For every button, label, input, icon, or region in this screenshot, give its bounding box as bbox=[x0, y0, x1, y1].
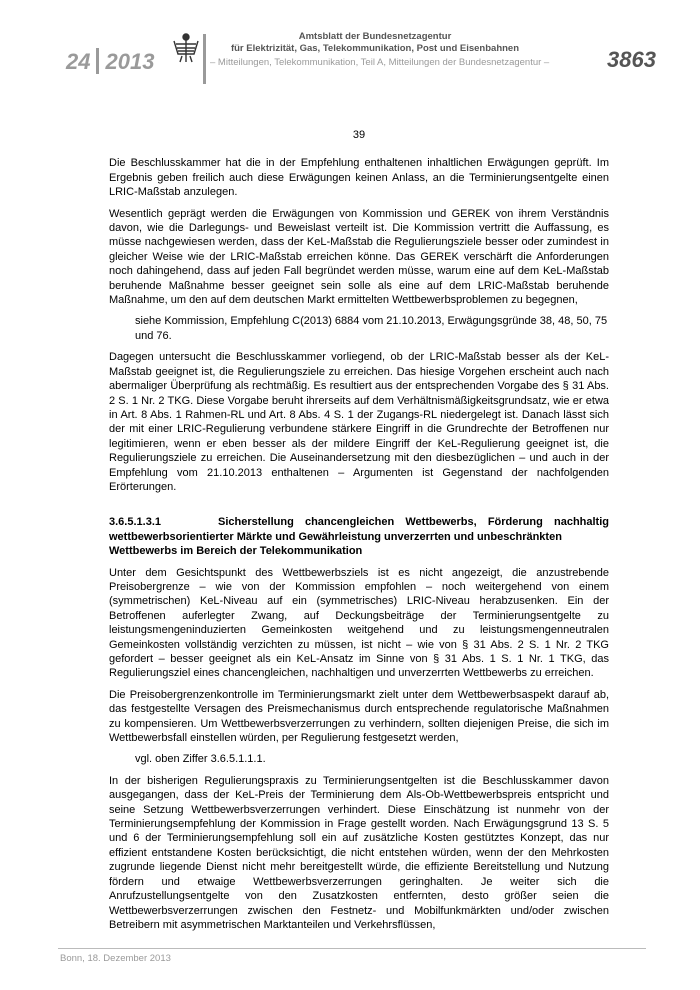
citation: siehe Kommission, Empfehlung C(2013) 6884 vom 21.10.2013, Erwägungsgründe 38, 48, 50, 75 und 76. bbox=[135, 315, 608, 342]
issue-label bbox=[66, 47, 154, 77]
citation: vgl. oben Ziffer 3.6.5.1.1.1. bbox=[135, 753, 266, 766]
section-heading bbox=[109, 515, 609, 529]
publication-title-line1: Amtsblatt der Bundesnetzagentur bbox=[298, 31, 452, 42]
federal-eagle-icon bbox=[172, 32, 200, 64]
page-body bbox=[109, 128, 609, 939]
paragraph: Dagegen untersucht die Beschlusskammer vorliegend, ob der LRIC-Maßstab besser als der KeL-Maßstab geeignet ist, die Regulierungsziele zu erreichen. Das hiesige Vorgehen erscheint auch nach abermaliger Überprüfung als rechtmäßig. Es resultiert aus der entsprechenden Vorgabe des § 31 Abs. 2 S. 1 Nr. 2 TKG. Diese Vorgabe beruht ihrerseits auf dem Verhältnismäßigkeitsgrundsatz, wie er etwa in Art. 8 Abs. 1 Rahmen-RL und Art. 8 Abs. 4 S. 1 der Zugangs-RL niedergelegt ist. Danach lässt sich der mit einer LRIC-Regulierung verbundene stärkere Eingriff in die Grundrechte der Betroffenen nur legitimieren, wenn er eben besser als der mildere Eingriff der KeL-Regulierung geeignet ist, die Regulierungsziele zu erreichen. Die Auseinandersetzung mit den diesbezüglichen – und auch in der Empfehlung vom 21.10.2013 enthaltenen – Argumenten ist Gegenstand der nachfolgenden Erörterungen. bbox=[109, 351, 609, 493]
section-title-line1: Sicherstellung chancengleichen Wettbewerbs, Förderung nachhaltig bbox=[218, 516, 609, 529]
paragraph: Die Beschlusskammer hat die in der Empfehlung enthaltenen inhaltlichen Erwägungen geprüft. Im Ergebnis geben freilich auch diese Erwägungen keinen Anlass, an die Terminierungsentgelte einen LRIC-Maßstab anzulegen. bbox=[109, 157, 609, 199]
issue-number: 24 bbox=[66, 49, 91, 74]
issue-year: 2013 bbox=[105, 49, 155, 74]
paragraph: Die Preisobergrenzenkontrolle im Terminierungsmarkt zielt unter dem Wettbewerbsaspekt darauf ab, das festgestellte Versagen des Preismechanismus durch entsprechende regulatorische Maßnahmen zu kompensieren. Um Wettbewerbsverzerrungen zu verhindern, sollten diejenigen Preise, die sich im Wettbewerbsfall einstellen würden, per Regulierung festgesetzt werden, bbox=[109, 688, 609, 745]
publication-title bbox=[225, 31, 525, 55]
page-number: 3863 bbox=[607, 47, 656, 72]
publication-title-line2: für Elektrizität, Gas, Telekommunikation, Post und Eisenbahnen bbox=[230, 43, 520, 54]
issue-separator bbox=[96, 48, 99, 74]
footer-divider bbox=[58, 948, 646, 949]
paragraph: In der bisherigen Regulierungspraxis zu Terminierungsentgelten ist die Beschlusskammer davon ausgegangen, dass der KeL-Preis der Terminierung dem Als-Ob-Wettbewerbspreis entspricht und seine Setzung Wettbewerbsverzerrungen verhindert. Diese Einschätzung ist nunmehr von der Terminierungsempfehlung der Kommission in Frage gestellt worden. Nach Erwägungsgrund 13 S. 5 und 6 der Terminierungsempfehlung soll ein auf zusätzliche Kosten gestütztes Konzept, das nur effizient entstandene Kosten berücksichtigt, die nicht entstehen würden, wenn der den Mehrkosten zugrunde liegende Dienst nicht mehr bereitgestellt würde, die effiziente Bereitstellung und Nutzung fördern und etwaige Wettbewerbsverzerrungen geringhalten. Je weiter sich die Anrufzustellungsentgelte von den Zusatzkosten entfernten, desto größer seien die Wettbewerbsverzerrungen zwischen den Festnetz- und Mobilfunkmärkten und/oder zwischen Betreibern mit asymmetrischen Marktanteilen und Verkehrsflüssen, bbox=[109, 774, 609, 931]
paragraph: Wesentlich geprägt werden die Erwägungen von Kommission und GEREK von ihrem Verständnis davon, wie die Darlegungs- und Beweislast verteilt ist. Die Kommission vertritt die Auffassung, es müsse nachgewiesen werden, dass der KeL-Maßstab die Regulierungsziele besser oder zumindest in gleicher Weise wie der LRIC-Maßstab erreichen könne. Das GEREK verschärft die Anforderungen noch dahingehend, dass auf jeden Fall begründet werden müsse, warum eine auf dem KeL-Maßstab beruhende Maßnahme besser geeignet sein solle als eine auf dem LRIC-Maßstab beruhende Maßnahme, um den auf dem deutschen Markt ermittelten Wettbewerbsproblemen zu begegnen, bbox=[109, 207, 609, 307]
header-divider bbox=[203, 34, 206, 84]
section-number: 3.6.5.1.3.1 bbox=[109, 516, 161, 529]
footer-date: Bonn, 18. Dezember 2013 bbox=[60, 953, 171, 964]
page-marker: 39 bbox=[352, 129, 366, 141]
section-title-rest: wettbewerbsorientierter Märkte und Gewährleistung unverzerrten und unbeschränkten Wettbewerbs im Bereich der Telekommunikation bbox=[109, 530, 562, 558]
paragraph: Unter dem Gesichtspunkt des Wettbewerbsziels ist es nicht angezeigt, die anzustrebende Preisobergrenze – wie von der Kommission empfohlen – noch weitergehend von einem (symmetrischen) KeL-Niveau auf ein (symmetrisches) LRIC-Niveau herabzusenken. Ein der Betroffenen auferlegter Zwang, auf Deckungsbeiträge der Terminierungsentgelte zu leistungsmengeninduzierten Gemeinkosten weitgehend und zu leistungsmengenneutralen Gemeinkosten vollständig verzichten zu müssen, ist nicht – wie von § 31 Abs. 2 S. 1 Nr. 2 TKG gefordert – besser geeignet als ein KeL-Ansatz im Sinne von § 31 Abs. 1 S. 1 Nr. 1 TKG, das Regulierungsziel eines chancengleichen, nachhaltigen und unverzerrten Wettbewerbs zu erreichen. bbox=[109, 566, 609, 680]
publication-subtitle: – Mitteilungen, Telekommunikation, Teil A, Mitteilungen der Bundesnetzagentur – bbox=[210, 57, 550, 68]
